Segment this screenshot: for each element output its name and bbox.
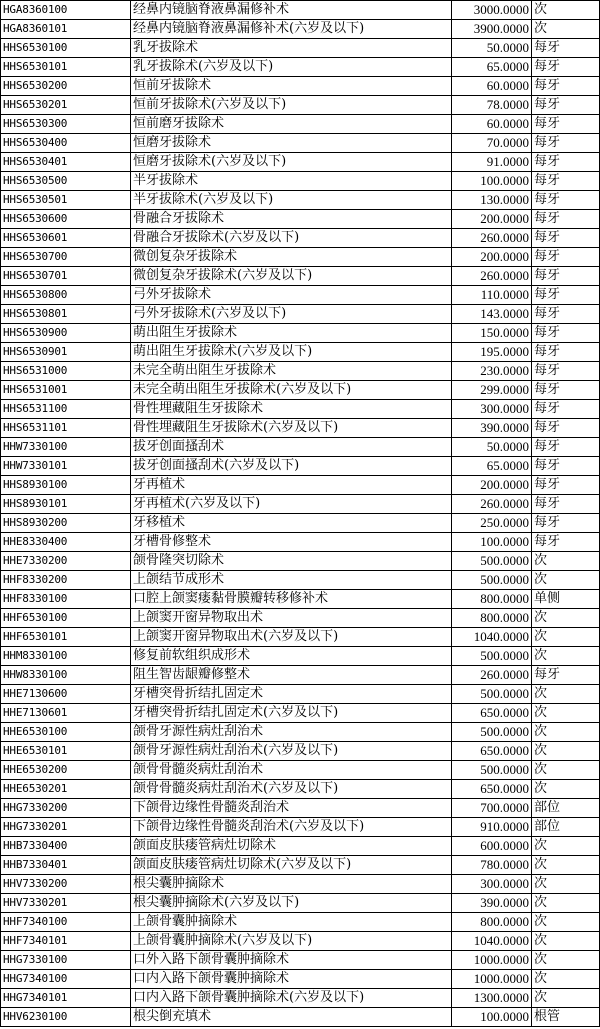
unit-cell: 每牙 xyxy=(532,58,600,77)
table-row xyxy=(1,856,600,875)
item-code-cell: HHW8330100 xyxy=(1,666,131,685)
unit-cell: 每牙 xyxy=(532,96,600,115)
table-row xyxy=(1,248,600,267)
price-cell: 65.0000 xyxy=(452,457,532,476)
item-code-cell: HHS6531101 xyxy=(1,419,131,438)
item-code-cell: HGA8360100 xyxy=(1,1,131,20)
table-row xyxy=(1,609,600,628)
unit-cell: 次 xyxy=(532,571,600,590)
table-row xyxy=(1,837,600,856)
unit-cell: 次 xyxy=(532,1,600,20)
item-code-cell: HHS6530100 xyxy=(1,39,131,58)
table-row xyxy=(1,96,600,115)
item-name-cell: 未完全萌出阻生牙拔除术 xyxy=(131,362,452,381)
unit-cell: 次 xyxy=(532,647,600,666)
item-name-cell: 萌出阻生牙拔除术 xyxy=(131,324,452,343)
price-cell: 100.0000 xyxy=(452,1008,532,1027)
table-row xyxy=(1,495,600,514)
item-code-cell: HHB7330401 xyxy=(1,856,131,875)
unit-cell: 次 xyxy=(532,704,600,723)
unit-cell: 每牙 xyxy=(532,134,600,153)
item-code-cell: HHS8930101 xyxy=(1,495,131,514)
unit-cell: 根管 xyxy=(532,1008,600,1027)
price-cell: 200.0000 xyxy=(452,248,532,267)
unit-cell: 次 xyxy=(532,780,600,799)
item-name-cell: 牙槽突骨折结扎固定术(六岁及以下) xyxy=(131,704,452,723)
table-row xyxy=(1,685,600,704)
table-row xyxy=(1,457,600,476)
item-name-cell: 修复前软组织成形术 xyxy=(131,647,452,666)
item-code-cell: HHS6531000 xyxy=(1,362,131,381)
item-name-cell: 弓外牙拔除术(六岁及以下) xyxy=(131,305,452,324)
item-name-cell: 口内入路下颌骨囊肿摘除术(六岁及以下) xyxy=(131,989,452,1008)
unit-cell: 次 xyxy=(532,932,600,951)
item-code-cell: HHE6530100 xyxy=(1,723,131,742)
item-name-cell: 骨性埋藏阻生牙拔除术(六岁及以下) xyxy=(131,419,452,438)
item-name-cell: 半牙拔除术(六岁及以下) xyxy=(131,191,452,210)
price-cell: 91.0000 xyxy=(452,153,532,172)
item-name-cell: 下颌骨边缘性骨髓炎刮治术(六岁及以下) xyxy=(131,818,452,837)
item-code-cell: HHE6530201 xyxy=(1,780,131,799)
item-name-cell: 上颌结节成形术 xyxy=(131,571,452,590)
item-code-cell: HHV7330201 xyxy=(1,894,131,913)
item-name-cell: 颌骨骨髓炎病灶刮治术 xyxy=(131,761,452,780)
item-code-cell: HHW7330101 xyxy=(1,457,131,476)
item-code-cell: HHS8930100 xyxy=(1,476,131,495)
item-code-cell: HHF7340101 xyxy=(1,932,131,951)
price-cell: 800.0000 xyxy=(452,913,532,932)
item-code-cell: HHS8930200 xyxy=(1,514,131,533)
price-cell: 143.0000 xyxy=(452,305,532,324)
table-row xyxy=(1,115,600,134)
price-cell: 300.0000 xyxy=(452,400,532,419)
table-row xyxy=(1,913,600,932)
price-cell: 78.0000 xyxy=(452,96,532,115)
price-cell: 1000.0000 xyxy=(452,970,532,989)
unit-cell: 每牙 xyxy=(532,115,600,134)
price-cell: 110.0000 xyxy=(452,286,532,305)
table-row xyxy=(1,267,600,286)
item-code-cell: HHE7330200 xyxy=(1,552,131,571)
unit-cell: 每牙 xyxy=(532,229,600,248)
item-name-cell: 根尖囊肿摘除术(六岁及以下) xyxy=(131,894,452,913)
item-name-cell: 拔牙创面搔刮术 xyxy=(131,438,452,457)
table-row xyxy=(1,1008,600,1027)
unit-cell: 每牙 xyxy=(532,400,600,419)
table-row xyxy=(1,381,600,400)
table-row xyxy=(1,400,600,419)
price-cell: 500.0000 xyxy=(452,647,532,666)
table-row xyxy=(1,590,600,609)
table-row xyxy=(1,970,600,989)
table-row xyxy=(1,172,600,191)
price-cell: 260.0000 xyxy=(452,267,532,286)
item-code-cell: HHM8330100 xyxy=(1,647,131,666)
price-cell: 500.0000 xyxy=(452,571,532,590)
unit-cell: 次 xyxy=(532,951,600,970)
price-cell: 500.0000 xyxy=(452,723,532,742)
item-code-cell: HHE6530200 xyxy=(1,761,131,780)
item-name-cell: 颌面皮肤瘘管病灶切除术(六岁及以下) xyxy=(131,856,452,875)
item-code-cell: HHS6530501 xyxy=(1,191,131,210)
price-cell: 300.0000 xyxy=(452,875,532,894)
item-code-cell: HHS6530600 xyxy=(1,210,131,229)
price-cell: 250.0000 xyxy=(452,514,532,533)
table-row xyxy=(1,666,600,685)
price-cell: 50.0000 xyxy=(452,39,532,58)
item-name-cell: 阻生智齿龈瓣修整术 xyxy=(131,666,452,685)
item-name-cell: 上颌窦开窗异物取出术(六岁及以下) xyxy=(131,628,452,647)
unit-cell: 每牙 xyxy=(532,39,600,58)
item-code-cell: HHS6530601 xyxy=(1,229,131,248)
price-cell: 500.0000 xyxy=(452,761,532,780)
unit-cell: 次 xyxy=(532,894,600,913)
table-row xyxy=(1,951,600,970)
table-row xyxy=(1,153,600,172)
item-code-cell: HHF8330100 xyxy=(1,590,131,609)
item-code-cell: HHE7130600 xyxy=(1,685,131,704)
item-code-cell: HHG7330201 xyxy=(1,818,131,837)
item-name-cell: 恒磨牙拔除术 xyxy=(131,134,452,153)
table-row xyxy=(1,419,600,438)
item-code-cell: HHS6531100 xyxy=(1,400,131,419)
item-name-cell: 上颌骨囊肿摘除术 xyxy=(131,913,452,932)
unit-cell: 每牙 xyxy=(532,305,600,324)
item-name-cell: 口内入路下颌骨囊肿摘除术 xyxy=(131,970,452,989)
item-name-cell: 骨融合牙拔除术(六岁及以下) xyxy=(131,229,452,248)
table-row xyxy=(1,647,600,666)
item-code-cell: HHF6530101 xyxy=(1,628,131,647)
item-name-cell: 骨融合牙拔除术 xyxy=(131,210,452,229)
price-cell: 780.0000 xyxy=(452,856,532,875)
unit-cell: 次 xyxy=(532,723,600,742)
item-name-cell: 半牙拔除术 xyxy=(131,172,452,191)
price-cell: 299.0000 xyxy=(452,381,532,400)
item-name-cell: 经鼻内镜脑脊液鼻漏修补术 xyxy=(131,1,452,20)
item-name-cell: 骨性埋藏阻生牙拔除术 xyxy=(131,400,452,419)
item-name-cell: 弓外牙拔除术 xyxy=(131,286,452,305)
item-name-cell: 口腔上颌窦瘘黏骨膜瓣转移修补术 xyxy=(131,590,452,609)
unit-cell: 次 xyxy=(532,856,600,875)
item-name-cell: 上颌窦开窗异物取出术 xyxy=(131,609,452,628)
table-row xyxy=(1,552,600,571)
table-row xyxy=(1,742,600,761)
item-code-cell: HHS6530801 xyxy=(1,305,131,324)
item-code-cell: HHW7330100 xyxy=(1,438,131,457)
price-cell: 260.0000 xyxy=(452,495,532,514)
item-name-cell: 恒前磨牙拔除术 xyxy=(131,115,452,134)
unit-cell: 每牙 xyxy=(532,210,600,229)
price-cell: 230.0000 xyxy=(452,362,532,381)
item-name-cell: 牙移植术 xyxy=(131,514,452,533)
item-name-cell: 恒前牙拔除术(六岁及以下) xyxy=(131,96,452,115)
item-name-cell: 萌出阻生牙拔除术(六岁及以下) xyxy=(131,343,452,362)
unit-cell: 次 xyxy=(532,761,600,780)
unit-cell: 次 xyxy=(532,20,600,39)
unit-cell: 每牙 xyxy=(532,438,600,457)
unit-cell: 部位 xyxy=(532,818,600,837)
price-cell: 390.0000 xyxy=(452,419,532,438)
table-row xyxy=(1,362,600,381)
item-name-cell: 颌骨隆突切除术 xyxy=(131,552,452,571)
item-name-cell: 经鼻内镜脑脊液鼻漏修补术(六岁及以下) xyxy=(131,20,452,39)
item-name-cell: 微创复杂牙拔除术 xyxy=(131,248,452,267)
price-cell: 500.0000 xyxy=(452,552,532,571)
price-cell: 100.0000 xyxy=(452,172,532,191)
unit-cell: 每牙 xyxy=(532,248,600,267)
price-cell: 3900.0000 xyxy=(452,20,532,39)
item-name-cell: 乳牙拔除术(六岁及以下) xyxy=(131,58,452,77)
item-code-cell: HHG7340101 xyxy=(1,989,131,1008)
table-row xyxy=(1,894,600,913)
item-name-cell: 颌骨牙源性病灶刮治术(六岁及以下) xyxy=(131,742,452,761)
unit-cell: 每牙 xyxy=(532,514,600,533)
unit-cell: 部位 xyxy=(532,799,600,818)
price-cell: 3000.0000 xyxy=(452,1,532,20)
price-cell: 1000.0000 xyxy=(452,951,532,970)
table-row xyxy=(1,191,600,210)
unit-cell: 次 xyxy=(532,628,600,647)
table-row xyxy=(1,210,600,229)
item-code-cell: HHV7330200 xyxy=(1,875,131,894)
item-code-cell: HHG7330100 xyxy=(1,951,131,970)
unit-cell: 单侧 xyxy=(532,590,600,609)
price-cell: 390.0000 xyxy=(452,894,532,913)
item-name-cell: 颌骨牙源性病灶刮治术 xyxy=(131,723,452,742)
item-code-cell: HHF8330200 xyxy=(1,571,131,590)
table-row xyxy=(1,476,600,495)
item-name-cell: 微创复杂牙拔除术(六岁及以下) xyxy=(131,267,452,286)
item-code-cell: HHB7330400 xyxy=(1,837,131,856)
table-row xyxy=(1,438,600,457)
item-name-cell: 口外入路下颌骨囊肿摘除术 xyxy=(131,951,452,970)
price-cell: 200.0000 xyxy=(452,476,532,495)
item-name-cell: 拔牙创面搔刮术(六岁及以下) xyxy=(131,457,452,476)
item-name-cell: 根尖囊肿摘除术 xyxy=(131,875,452,894)
price-cell: 195.0000 xyxy=(452,343,532,362)
table-row xyxy=(1,343,600,362)
item-name-cell: 颌骨骨髓炎病灶刮治术(六岁及以下) xyxy=(131,780,452,799)
item-code-cell: HHS6530101 xyxy=(1,58,131,77)
price-cell: 600.0000 xyxy=(452,837,532,856)
unit-cell: 每牙 xyxy=(532,172,600,191)
item-code-cell: HGA8360101 xyxy=(1,20,131,39)
unit-cell: 次 xyxy=(532,742,600,761)
item-code-cell: HHS6530800 xyxy=(1,286,131,305)
price-cell: 70.0000 xyxy=(452,134,532,153)
price-cell: 700.0000 xyxy=(452,799,532,818)
unit-cell: 每牙 xyxy=(532,666,600,685)
item-code-cell: HHV6230100 xyxy=(1,1008,131,1027)
price-cell: 1040.0000 xyxy=(452,628,532,647)
item-code-cell: HHE6530101 xyxy=(1,742,131,761)
item-name-cell: 恒磨牙拔除术(六岁及以下) xyxy=(131,153,452,172)
item-code-cell: HHE8330400 xyxy=(1,533,131,552)
item-name-cell: 牙再植术 xyxy=(131,476,452,495)
table-row xyxy=(1,39,600,58)
table-row xyxy=(1,305,600,324)
unit-cell: 次 xyxy=(532,989,600,1008)
price-cell: 500.0000 xyxy=(452,685,532,704)
item-code-cell: HHS6530701 xyxy=(1,267,131,286)
item-code-cell: HHS6531001 xyxy=(1,381,131,400)
price-cell: 1040.0000 xyxy=(452,932,532,951)
table-row xyxy=(1,229,600,248)
table-row xyxy=(1,723,600,742)
price-cell: 130.0000 xyxy=(452,191,532,210)
item-code-cell: HHS6530401 xyxy=(1,153,131,172)
item-code-cell: HHE7130601 xyxy=(1,704,131,723)
item-code-cell: HHS6530900 xyxy=(1,324,131,343)
table-row xyxy=(1,780,600,799)
price-cell: 150.0000 xyxy=(452,324,532,343)
item-code-cell: HHF7340100 xyxy=(1,913,131,932)
price-cell: 800.0000 xyxy=(452,590,532,609)
unit-cell: 每牙 xyxy=(532,267,600,286)
table-row xyxy=(1,818,600,837)
price-cell: 260.0000 xyxy=(452,666,532,685)
unit-cell: 次 xyxy=(532,913,600,932)
unit-cell: 每牙 xyxy=(532,153,600,172)
price-cell: 1300.0000 xyxy=(452,989,532,1008)
table-row xyxy=(1,1,600,20)
item-code-cell: HHS6530700 xyxy=(1,248,131,267)
price-cell: 100.0000 xyxy=(452,533,532,552)
unit-cell: 每牙 xyxy=(532,343,600,362)
table-row xyxy=(1,533,600,552)
table-row xyxy=(1,58,600,77)
item-code-cell: HHG7340100 xyxy=(1,970,131,989)
unit-cell: 次 xyxy=(532,837,600,856)
unit-cell: 每牙 xyxy=(532,419,600,438)
item-name-cell: 乳牙拔除术 xyxy=(131,39,452,58)
price-cell: 60.0000 xyxy=(452,77,532,96)
item-code-cell: HHG7330200 xyxy=(1,799,131,818)
unit-cell: 次 xyxy=(532,552,600,571)
item-code-cell: HHS6530300 xyxy=(1,115,131,134)
price-cell: 50.0000 xyxy=(452,438,532,457)
item-code-cell: HHS6530901 xyxy=(1,343,131,362)
table-row xyxy=(1,704,600,723)
table-row xyxy=(1,932,600,951)
unit-cell: 每牙 xyxy=(532,362,600,381)
unit-cell: 次 xyxy=(532,875,600,894)
unit-cell: 每牙 xyxy=(532,476,600,495)
item-name-cell: 颌面皮肤瘘管病灶切除术 xyxy=(131,837,452,856)
item-name-cell: 未完全萌出阻生牙拔除术(六岁及以下) xyxy=(131,381,452,400)
item-code-cell: HHS6530500 xyxy=(1,172,131,191)
unit-cell: 次 xyxy=(532,609,600,628)
item-code-cell: HHF6530100 xyxy=(1,609,131,628)
fee-table-body xyxy=(1,1,600,1027)
item-name-cell: 牙槽骨修整术 xyxy=(131,533,452,552)
table-row xyxy=(1,761,600,780)
unit-cell: 每牙 xyxy=(532,286,600,305)
table-row xyxy=(1,77,600,96)
table-row xyxy=(1,799,600,818)
price-cell: 650.0000 xyxy=(452,742,532,761)
table-row xyxy=(1,286,600,305)
table-row xyxy=(1,134,600,153)
unit-cell: 每牙 xyxy=(532,324,600,343)
unit-cell: 每牙 xyxy=(532,457,600,476)
item-code-cell: HHS6530400 xyxy=(1,134,131,153)
price-cell: 60.0000 xyxy=(452,115,532,134)
table-row xyxy=(1,875,600,894)
price-cell: 65.0000 xyxy=(452,58,532,77)
unit-cell: 每牙 xyxy=(532,381,600,400)
price-cell: 910.0000 xyxy=(452,818,532,837)
item-name-cell: 下颌骨边缘性骨髓炎刮治术 xyxy=(131,799,452,818)
unit-cell: 次 xyxy=(532,970,600,989)
unit-cell: 每牙 xyxy=(532,77,600,96)
item-name-cell: 牙槽突骨折结扎固定术 xyxy=(131,685,452,704)
unit-cell: 每牙 xyxy=(532,495,600,514)
table-row xyxy=(1,514,600,533)
unit-cell: 每牙 xyxy=(532,533,600,552)
price-cell: 650.0000 xyxy=(452,704,532,723)
item-name-cell: 牙再植术(六岁及以下) xyxy=(131,495,452,514)
item-code-cell: HHS6530200 xyxy=(1,77,131,96)
table-row xyxy=(1,628,600,647)
table-row xyxy=(1,989,600,1008)
item-name-cell: 根尖倒充填术 xyxy=(131,1008,452,1027)
item-code-cell: HHS6530201 xyxy=(1,96,131,115)
price-cell: 650.0000 xyxy=(452,780,532,799)
item-name-cell: 上颌骨囊肿摘除术(六岁及以下) xyxy=(131,932,452,951)
unit-cell: 次 xyxy=(532,685,600,704)
table-row xyxy=(1,324,600,343)
price-cell: 260.0000 xyxy=(452,229,532,248)
price-cell: 200.0000 xyxy=(452,210,532,229)
price-cell: 800.0000 xyxy=(452,609,532,628)
item-name-cell: 恒前牙拔除术 xyxy=(131,77,452,96)
unit-cell: 每牙 xyxy=(532,191,600,210)
table-row xyxy=(1,20,600,39)
table-row xyxy=(1,571,600,590)
